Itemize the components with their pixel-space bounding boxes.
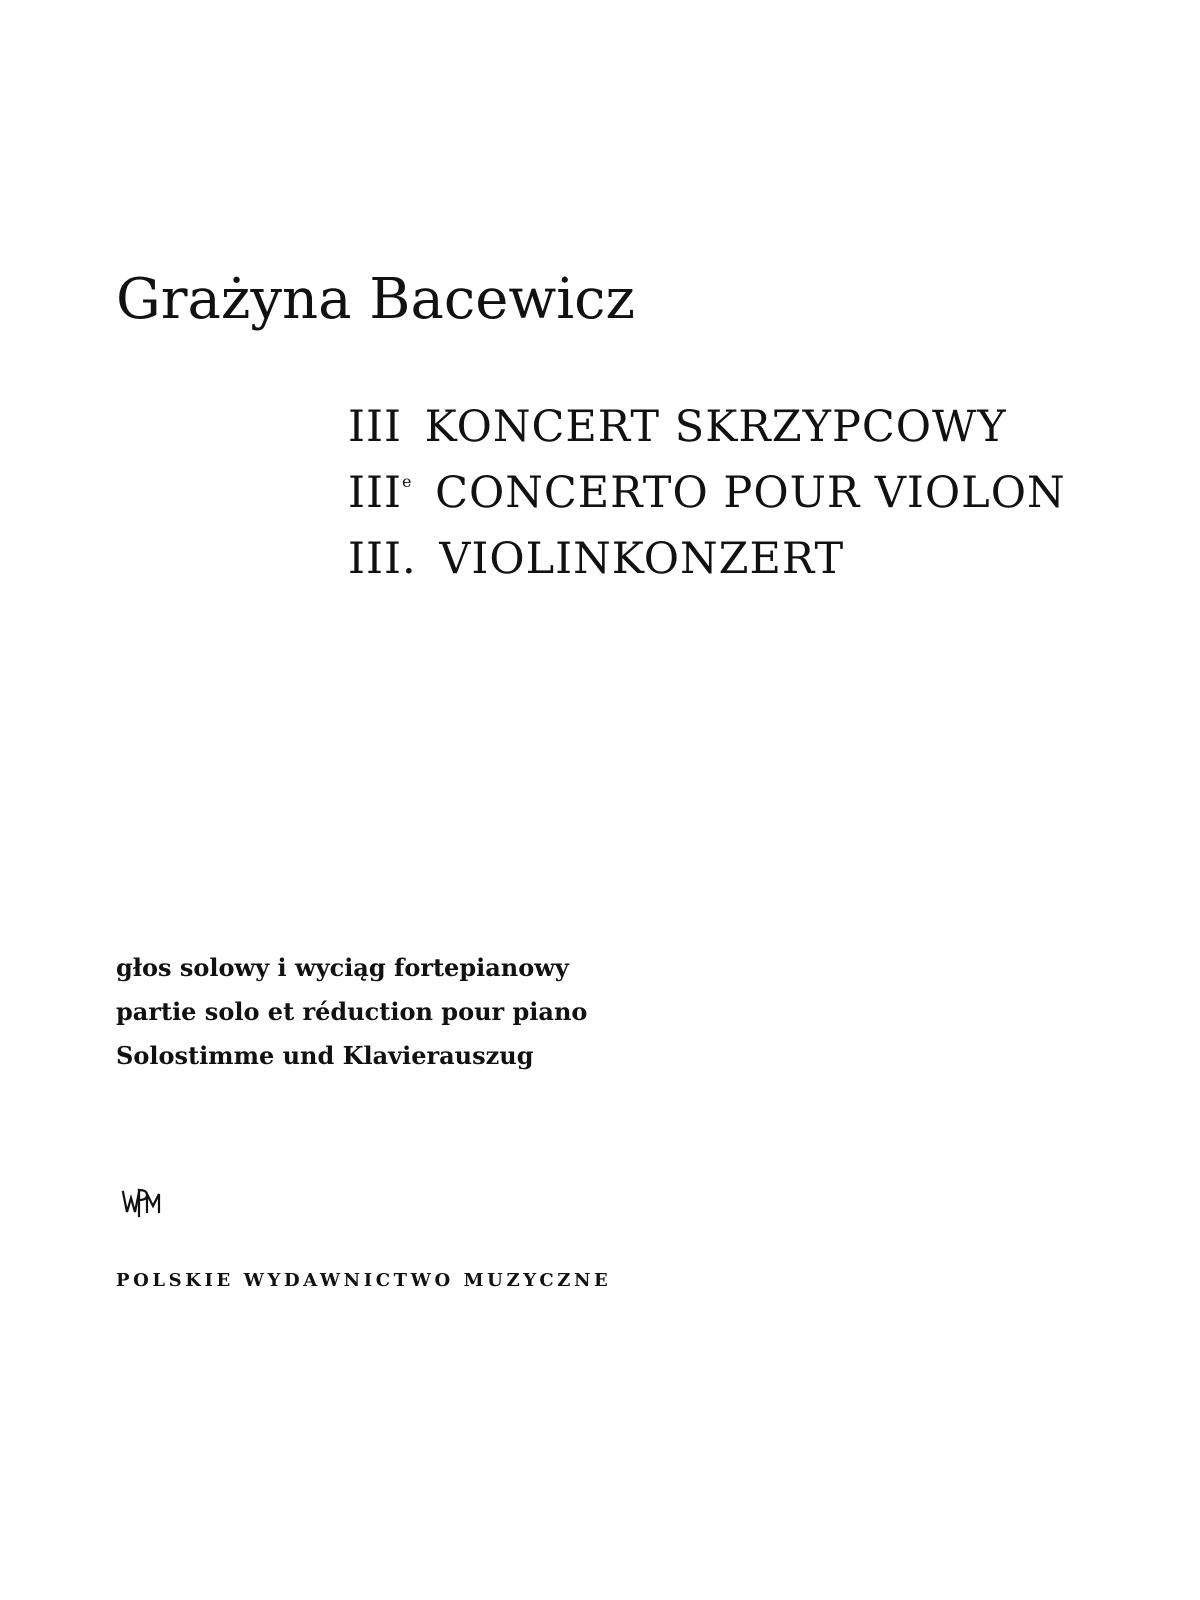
pwm-monogram-logo: [120, 1186, 166, 1218]
pwm-logo-icon: [120, 1186, 166, 1218]
title-numeral: III.: [348, 534, 417, 584]
title-polish: [348, 394, 1066, 460]
edition-description: [116, 946, 587, 1078]
title-text: CONCERTO POUR VIOLON: [435, 468, 1066, 518]
publisher-name: POLSKIE WYDAWNICTWO MUZYCZNE: [116, 1270, 612, 1291]
subtitle-french: partie solo et réduction pour piano: [116, 997, 588, 1026]
title-german: [348, 526, 1066, 592]
title-text: VIOLINKONZERT: [439, 534, 845, 584]
title-french: [348, 460, 1066, 526]
title-superscript: e: [401, 472, 413, 491]
title-numeral: III: [348, 468, 402, 518]
composer-name: Grażyna Bacewicz: [116, 267, 636, 332]
title-text: KONCERT SKRZYPCOWY: [424, 402, 1007, 452]
subtitle-polish: głos solowy i wyciąg fortepianowy: [116, 953, 569, 982]
title-numeral: III: [348, 402, 402, 452]
subtitle-german: Solostimme und Klavierauszug: [116, 1041, 534, 1070]
work-titles: [348, 394, 1066, 592]
